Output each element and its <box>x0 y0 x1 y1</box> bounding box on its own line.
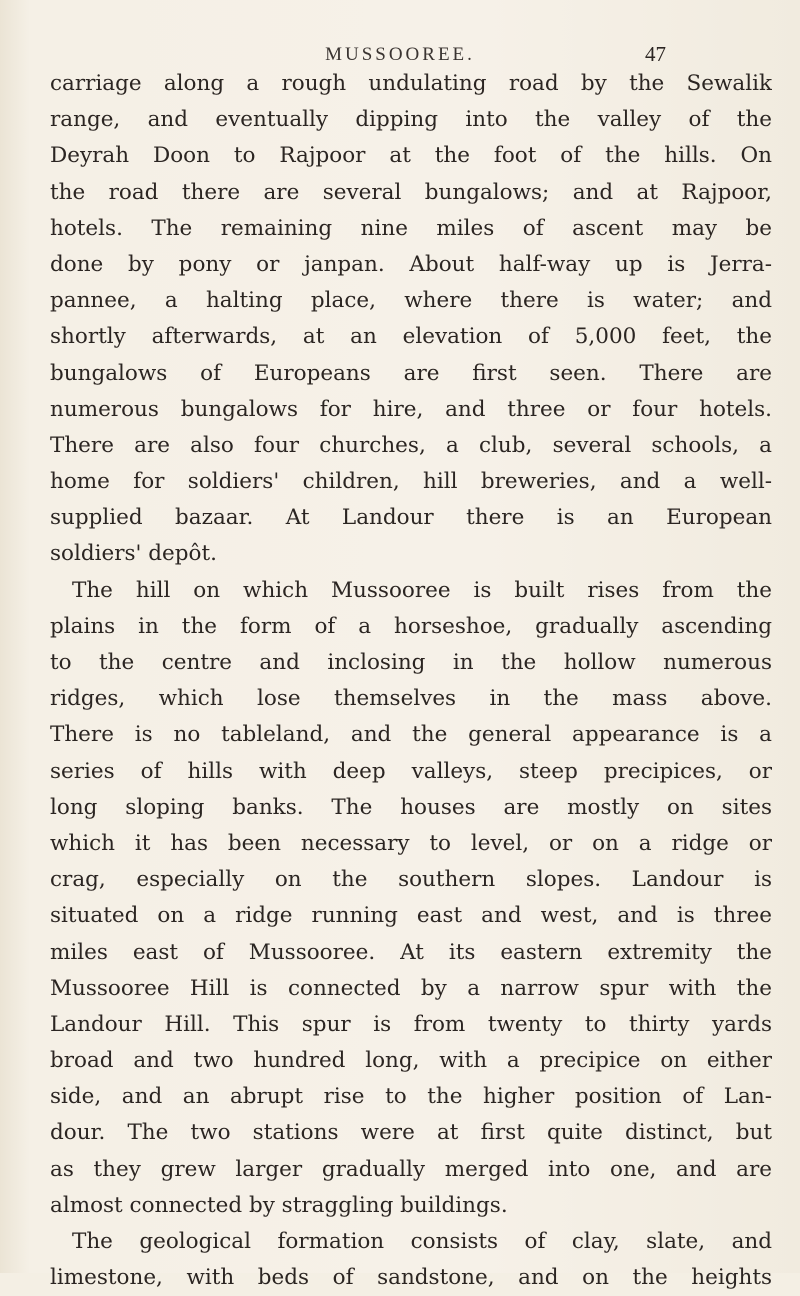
text-line: situated on a ridge running east and west, and is three <box>50 903 772 929</box>
text-line: side, and an abrupt rise to the higher position of Lan- <box>50 1084 772 1110</box>
text-line: supplied bazaar. At Landour there is an European <box>50 505 772 531</box>
text-line: plains in the form of a horseshoe, gradually ascending <box>50 613 772 639</box>
text-line: the road there are several bungalows; and at Rajpoor, <box>50 179 772 205</box>
text-line: Landour Hill. This spur is from twenty to thirty yards <box>50 1011 772 1037</box>
text-line: Mussooree Hill is connected by a narrow spur with the <box>50 975 772 1001</box>
text-line: as they grew larger gradually merged into one, and are <box>50 1156 772 1182</box>
text-line: numerous bungalows for hire, and three or four hotels. <box>50 396 772 422</box>
body-text <box>50 66 772 1296</box>
text-line: carriage along a rough undulating road by the Sewalik <box>50 71 772 96</box>
text-line: shortly afterwards, at an elevation of 5,000 feet, the <box>50 324 772 350</box>
text-line: broad and two hundred long, with a precipice on either <box>50 1048 772 1074</box>
text-line: to the centre and inclosing in the hollow numerous <box>50 650 772 675</box>
text-line: dour. The two stations were at first quite distinct, but <box>50 1120 772 1146</box>
text-line: done by pony or janpan. About half-way up is Jerra- <box>50 251 772 277</box>
text-line: home for soldiers' children, hill breweries, and a well- <box>50 469 772 495</box>
text-line: crag, especially on the southern slopes. Landour is <box>50 867 772 893</box>
text-line: bungalows of Europeans are first seen. There are <box>50 360 772 386</box>
text-line: There are also four churches, a club, several schools, a <box>50 432 772 458</box>
text-line: limestone, with beds of sandstone, and on the heights <box>50 1265 772 1291</box>
page-title: MUSSOOREE. <box>325 44 475 65</box>
text-line: miles east of Mussooree. At its eastern extremity the <box>50 939 772 965</box>
paragraph-first-line: The hill on which Mussooree is built rises from the <box>72 577 772 603</box>
text-line: Deyrah Doon to Rajpoor at the foot of the hills. On <box>50 143 772 169</box>
paragraph-last-line: soldiers' depôt. <box>50 541 217 567</box>
text-line: There is no tableland, and the general appearance is a <box>50 722 772 748</box>
text-line: pannee, a halting place, where there is water; and <box>50 288 772 314</box>
page-number: 47 <box>645 42 666 66</box>
text-line: range, and eventually dipping into the valley of the <box>50 107 772 133</box>
text-line: series of hills with deep valleys, steep precipices, or <box>50 758 772 784</box>
text-line: ridges, which lose themselves in the mass above. <box>50 686 772 712</box>
paragraph-first-line: The geological formation consists of clay, slate, and <box>72 1229 772 1254</box>
text-line: hotels. The remaining nine miles of ascent may be <box>50 215 772 241</box>
text-line: which it has been necessary to level, or on a ridge or <box>50 830 772 856</box>
text-line: long sloping banks. The houses are mostly on sites <box>50 794 772 820</box>
paragraph-last-line: almost connected by straggling buildings. <box>50 1192 508 1218</box>
